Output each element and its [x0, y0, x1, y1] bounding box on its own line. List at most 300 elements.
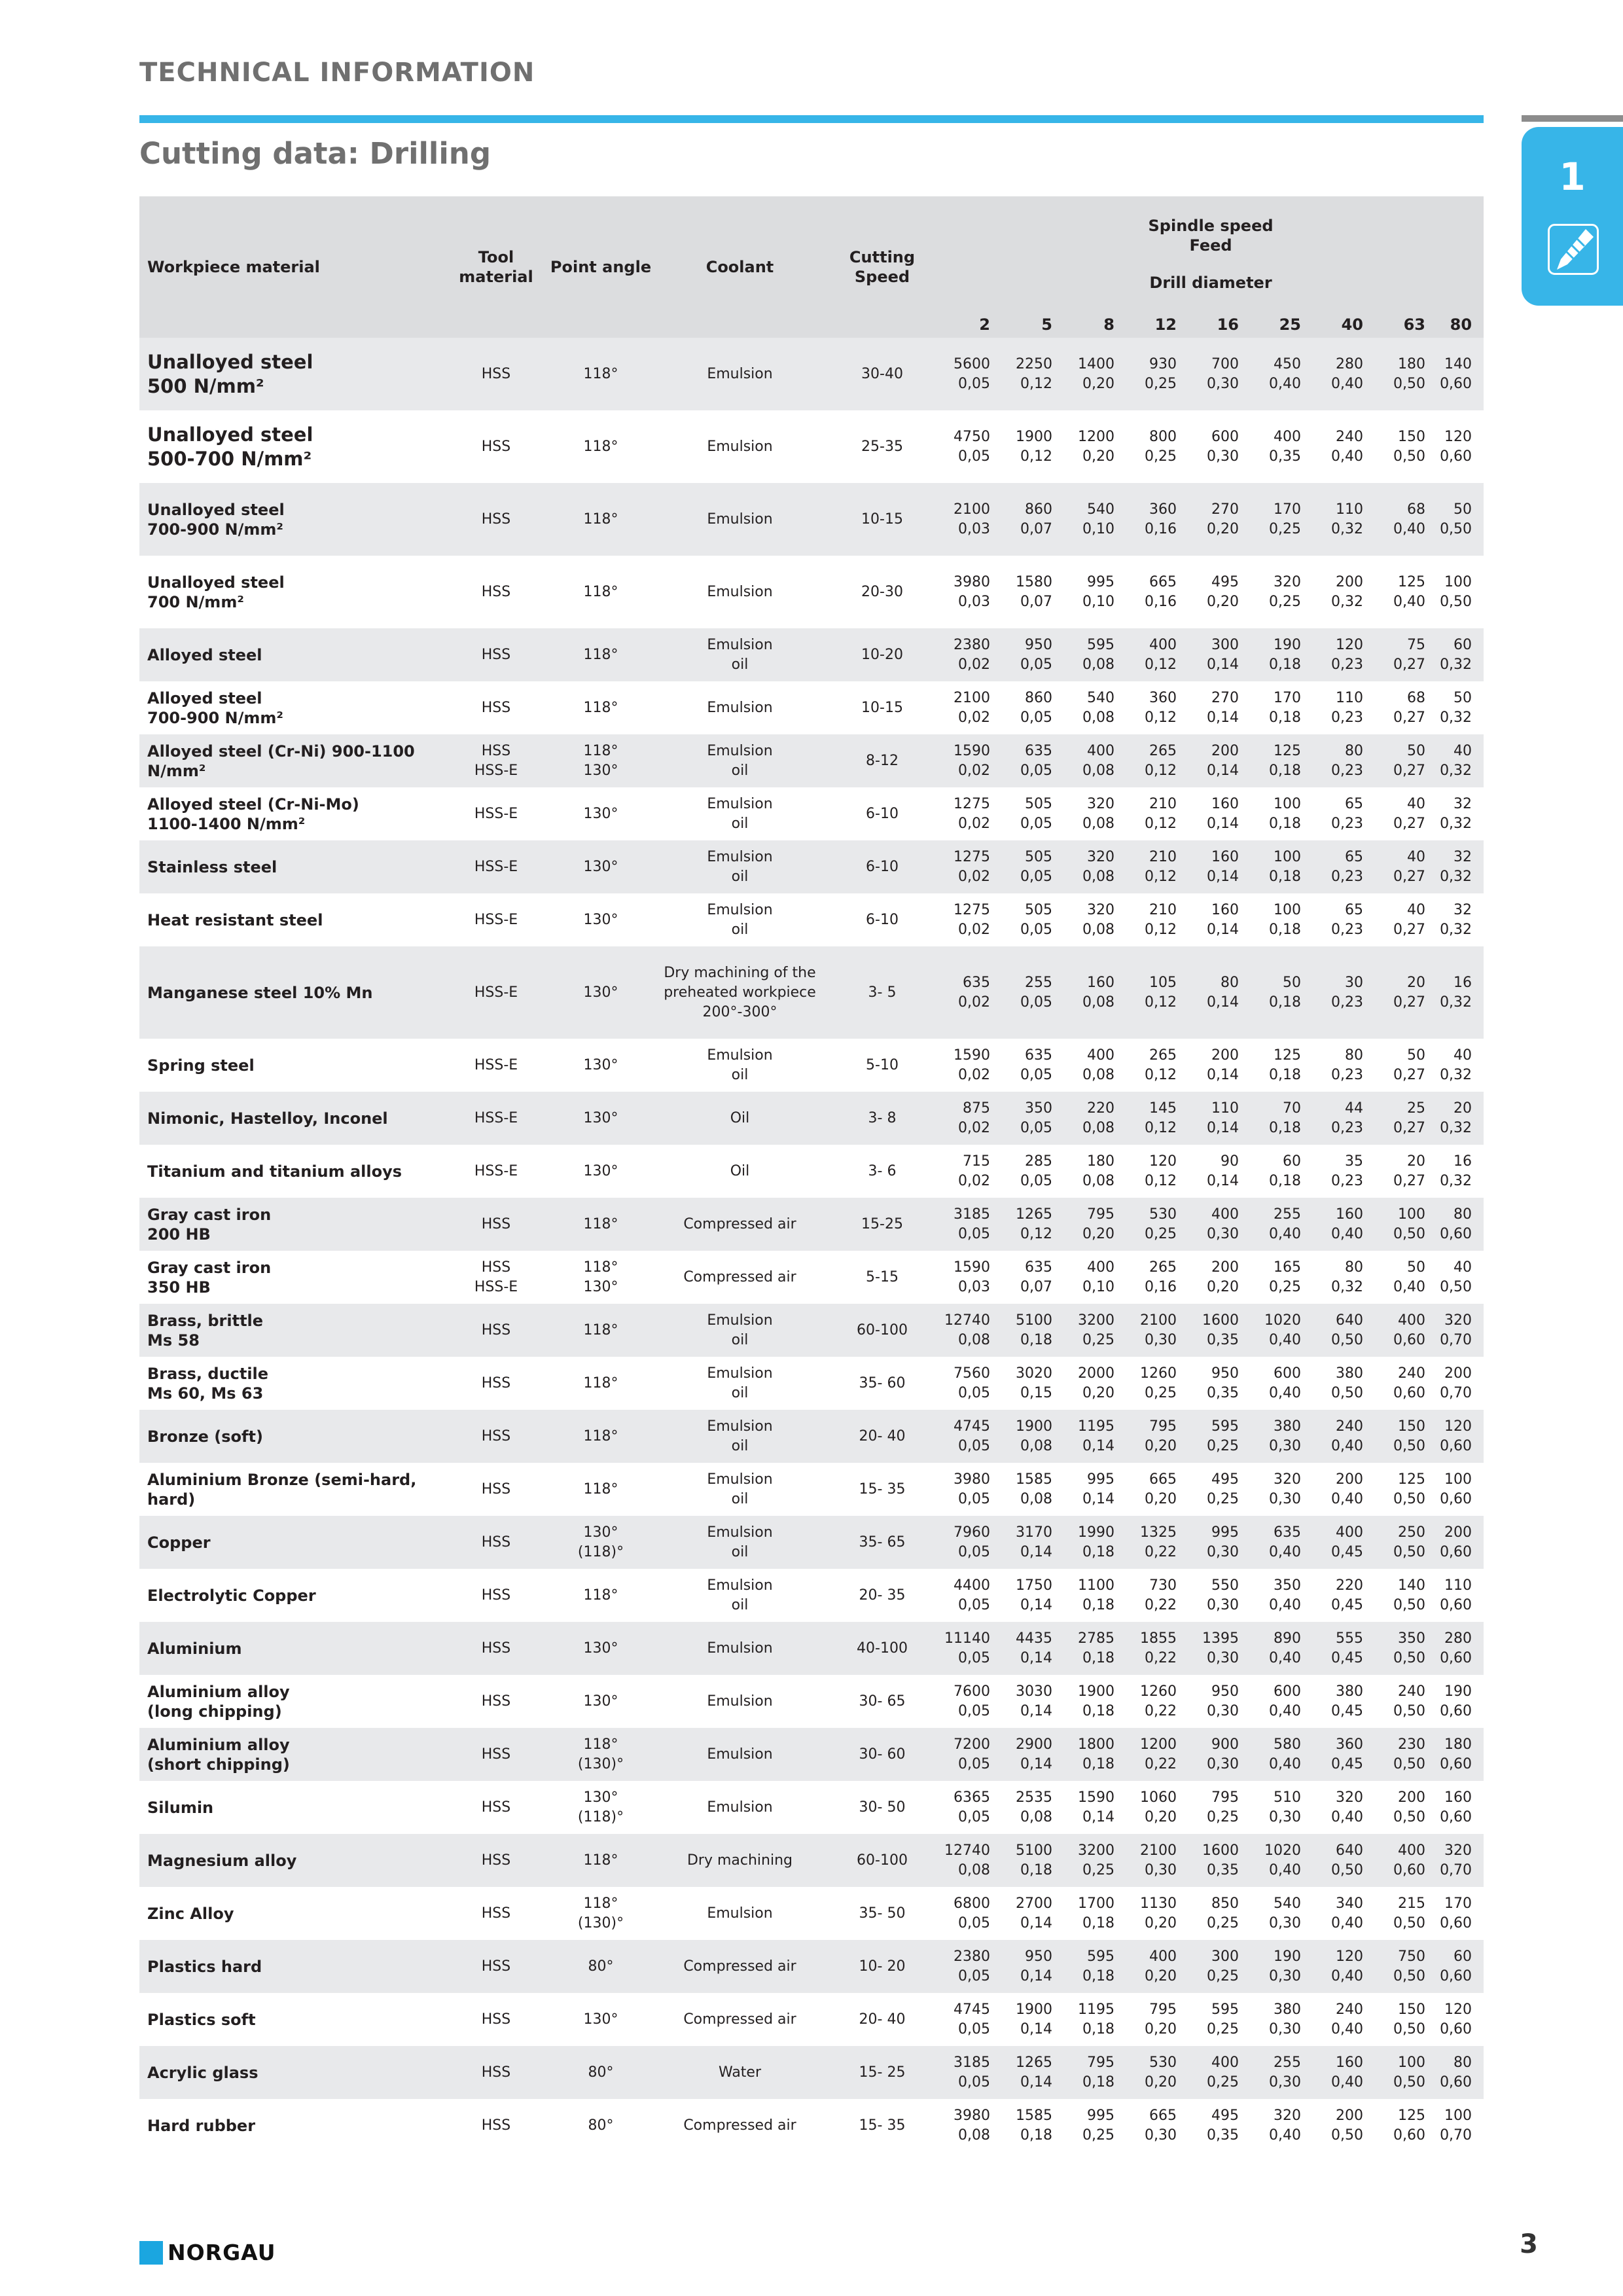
spindle-feed-cell	[1188, 1039, 1251, 1092]
spindle-speed-value: 530	[1149, 2054, 1177, 2071]
feed-value: 0,45	[1331, 1755, 1363, 1772]
table-row	[139, 1463, 1484, 1516]
point-angle-line: 130°	[583, 1640, 618, 1657]
feed-value: 0,30	[1269, 2020, 1301, 2037]
spindle-feed-cell	[938, 338, 1002, 410]
coolant-cell	[653, 893, 827, 946]
spindle-speed-value: 4745	[954, 2001, 990, 2018]
coolant-line: Emulsion	[707, 1640, 773, 1657]
spindle-feed-cell	[1313, 1516, 1375, 1569]
workpiece-material-cell	[139, 1569, 444, 1622]
feed-value: 0,12	[1145, 762, 1177, 779]
spindle-feed-cell	[1064, 893, 1126, 946]
tool-material-line: HSS-E	[474, 762, 518, 779]
spindle-speed-value: 140	[1444, 355, 1472, 372]
spindle-feed-cell	[1188, 1940, 1251, 1993]
coolant-line: oil	[731, 762, 749, 779]
spindle-speed-value: 380	[1336, 1365, 1363, 1382]
feed-value: 0,50	[1393, 1967, 1425, 1984]
feed-value: 0,18	[1082, 1914, 1115, 1931]
workpiece-material-cell	[139, 787, 444, 840]
workpiece-material-cell	[139, 1834, 444, 1887]
point-angle-line: 118°	[583, 438, 618, 455]
tool-material-line: HSS	[481, 1321, 511, 1338]
material-name-line: (short chipping)	[147, 1755, 290, 1774]
feed-value: 0,20	[1082, 448, 1115, 465]
feed-value: 0,40	[1269, 375, 1301, 392]
coolant-line: 200°-300°	[702, 1003, 777, 1020]
spindle-feed-cell	[1188, 628, 1251, 681]
material-name-line: Magnesium alloy	[147, 1851, 297, 1870]
spindle-speed-value: 125	[1274, 742, 1301, 759]
feed-value: 0,25	[1207, 1437, 1239, 1454]
point-angle-line: 130°	[583, 1109, 618, 1126]
feed-value: 0,60	[1440, 1755, 1472, 1772]
workpiece-material-cell	[139, 1410, 444, 1463]
feed-value: 0,14	[1020, 2073, 1052, 2090]
chapter-tab-rule	[1522, 115, 1623, 122]
feed-value: 0,05	[958, 1225, 990, 1242]
spindle-speed-value: 80	[1221, 974, 1239, 991]
point-angle-line: 118°	[583, 1374, 618, 1391]
coolant-line: oil	[731, 1596, 749, 1613]
header-drill-diameter: Drill diameter	[1149, 274, 1272, 292]
tool-material-cell	[444, 1357, 548, 1410]
spindle-feed-cell	[1126, 338, 1188, 410]
header-spindle-feed	[938, 196, 1484, 312]
spindle-speed-value: 150	[1398, 2001, 1425, 2018]
spindle-speed-value: 4435	[1016, 1630, 1052, 1647]
feed-value: 0,02	[958, 709, 990, 726]
feed-value: 0,30	[1207, 1543, 1239, 1560]
coolant-line: Emulsion	[707, 1693, 773, 1710]
spindle-feed-cell	[1188, 1357, 1251, 1410]
spindle-feed-cell	[1002, 1304, 1064, 1357]
tool-material-line: HSS-E	[474, 911, 518, 928]
material-name-line: Gray cast iron	[147, 1258, 272, 1277]
coolant-cell	[653, 1304, 827, 1357]
spindle-speed-value: 1260	[1140, 1365, 1177, 1382]
spindle-feed-cell	[1375, 1728, 1437, 1781]
spindle-speed-value: 400	[1211, 2054, 1239, 2071]
spindle-feed-cell	[1126, 1463, 1188, 1516]
table-row	[139, 893, 1484, 946]
tool-material-line: HSS	[481, 1534, 511, 1551]
spindle-feed-cell	[1375, 681, 1437, 734]
spindle-feed-cell	[1375, 893, 1437, 946]
table-row	[139, 1039, 1484, 1092]
spindle-feed-cell	[1375, 2099, 1437, 2152]
spindle-feed-cell	[1251, 1516, 1313, 1569]
feed-value: 0,08	[1082, 709, 1115, 726]
spindle-feed-cell	[1251, 1039, 1313, 1092]
spindle-feed-cell	[1002, 1940, 1064, 1993]
spindle-speed-value: 950	[1211, 1683, 1239, 1700]
spindle-speed-value: 850	[1211, 1895, 1239, 1912]
spindle-speed-value: 215	[1398, 1895, 1425, 1912]
spindle-feed-cell	[1251, 1304, 1313, 1357]
spindle-feed-cell	[938, 1039, 1002, 1092]
coolant-cell	[653, 1145, 827, 1198]
coolant-cell	[653, 734, 827, 787]
feed-value: 0,08	[1082, 1119, 1115, 1136]
spindle-feed-cell	[1313, 946, 1375, 1039]
spindle-feed-cell	[1188, 1516, 1251, 1569]
spindle-feed-cell	[1251, 734, 1313, 787]
spindle-speed-value: 160	[1211, 848, 1239, 865]
coolant-line: Emulsion	[707, 1365, 773, 1382]
spindle-feed-cell	[1064, 1251, 1126, 1304]
spindle-speed-value: 4400	[954, 1577, 990, 1594]
spindle-feed-cell	[1064, 1569, 1126, 1622]
feed-value: 0,40	[1269, 1225, 1301, 1242]
feed-value: 0,45	[1331, 1543, 1363, 1560]
feed-value: 0,20	[1145, 1967, 1177, 1984]
spindle-speed-value: 495	[1211, 573, 1239, 590]
feed-value: 0,18	[1269, 868, 1301, 885]
point-angle-line: (130)°	[577, 1914, 624, 1931]
spindle-speed-value: 600	[1274, 1365, 1301, 1382]
spindle-feed-cell	[1064, 1145, 1126, 1198]
coolant-line: Water	[718, 2064, 762, 2081]
cutting-speed-cell: 35- 50	[859, 1905, 906, 1922]
spindle-feed-cell	[1188, 1781, 1251, 1834]
coolant-line: oil	[731, 656, 749, 673]
feed-value: 0,12	[1020, 1225, 1052, 1242]
spindle-feed-cell	[1375, 338, 1437, 410]
material-name-line: Heat resistant steel	[147, 910, 323, 929]
spindle-feed-cell	[1437, 1516, 1484, 1569]
point-angle-cell	[548, 338, 653, 410]
spindle-feed-cell	[1251, 1463, 1313, 1516]
coolant-line: Emulsion	[707, 583, 773, 600]
material-name-line: Plastics hard	[147, 1957, 262, 1976]
spindle-speed-value: 255	[1274, 1206, 1301, 1223]
spindle-feed-cell	[1188, 1304, 1251, 1357]
spindle-feed-cell	[1126, 787, 1188, 840]
spindle-speed-value: 320	[1274, 1471, 1301, 1488]
cutting-speed-cell: 15- 25	[827, 2046, 938, 2099]
spindle-feed-cell	[1437, 1304, 1484, 1357]
feed-value: 0,05	[958, 1808, 990, 1825]
material-name-line: Unalloyed steel	[147, 573, 285, 592]
cutting-speed-cell: 6-10	[866, 805, 899, 822]
spindle-speed-value: 540	[1087, 689, 1115, 706]
spindle-feed-cell	[1313, 1993, 1375, 2046]
spindle-speed-value: 530	[1149, 1206, 1177, 1223]
feed-value: 0,25	[1269, 593, 1301, 610]
feed-value: 0,60	[1393, 1861, 1425, 1878]
spindle-speed-value: 50	[1283, 974, 1301, 991]
spindle-speed-value: 595	[1211, 1418, 1239, 1435]
cutting-speed-cell: 20-30	[861, 583, 903, 600]
tool-material-cell	[444, 1039, 548, 1092]
spindle-speed-value: 860	[1025, 501, 1052, 518]
coolant-line: Oil	[730, 1109, 750, 1126]
spindle-feed-cell	[1126, 1622, 1188, 1675]
spindle-speed-value: 240	[1398, 1365, 1425, 1382]
feed-value: 0,20	[1145, 1808, 1177, 1825]
spindle-feed-cell	[1126, 1675, 1188, 1728]
spindle-feed-cell	[1126, 1251, 1188, 1304]
feed-value: 0,50	[1393, 2073, 1425, 2090]
feed-value: 0,14	[1207, 1172, 1239, 1189]
page-number: 3	[1520, 2229, 1538, 2259]
spindle-speed-value: 1855	[1140, 1630, 1177, 1647]
feed-value: 0,08	[1082, 1066, 1115, 1083]
coolant-line: Emulsion	[707, 365, 773, 382]
spindle-feed-cell	[1437, 1198, 1484, 1251]
spindle-speed-value: 100	[1274, 901, 1301, 918]
spindle-feed-cell	[1126, 1781, 1188, 1834]
cutting-speed-cell: 25-35	[861, 438, 903, 455]
material-name-line: Unalloyed steel	[147, 423, 313, 446]
spindle-feed-cell	[1002, 1887, 1064, 1940]
spindle-feed-cell	[1002, 1516, 1064, 1569]
spindle-speed-value: 120	[1336, 1948, 1363, 1965]
feed-value: 0,20	[1082, 1225, 1115, 1242]
material-name-line: 700-900 N/mm²	[147, 708, 283, 727]
tool-material-cell	[444, 1993, 548, 2046]
spindle-speed-value: 950	[1025, 636, 1052, 653]
feed-value: 0,40	[1269, 1331, 1301, 1348]
diameter-header: 16	[1188, 312, 1251, 338]
spindle-speed-value: 400	[1087, 742, 1115, 759]
feed-value: 0,40	[1269, 2126, 1301, 2144]
spindle-feed-cell	[1375, 1993, 1437, 2046]
spindle-speed-value: 795	[1087, 1206, 1115, 1223]
feed-value: 0,25	[1207, 2020, 1239, 2037]
spindle-feed-cell	[938, 840, 1002, 893]
feed-value: 0,50	[1393, 1543, 1425, 1560]
spindle-speed-value: 1600	[1202, 1312, 1239, 1329]
chapter-tab	[1522, 127, 1623, 306]
spindle-feed-cell	[1375, 2046, 1437, 2099]
spindle-feed-cell	[1375, 1516, 1437, 1569]
feed-value: 0,03	[958, 593, 990, 610]
header-accent-rule	[139, 115, 1484, 123]
feed-value: 0,32	[1440, 921, 1472, 938]
point-angle-line: 80°	[588, 2117, 614, 2134]
spindle-feed-cell	[1313, 1410, 1375, 1463]
material-name-line: 350 HB	[147, 1278, 211, 1297]
material-name-line: 700 N/mm²	[147, 592, 244, 611]
spindle-speed-value: 360	[1149, 689, 1177, 706]
spindle-speed-value: 2100	[954, 689, 990, 706]
feed-value: 0,14	[1082, 1490, 1115, 1507]
workpiece-material-cell	[139, 556, 444, 628]
tool-material-line: HSS-E	[474, 1162, 518, 1179]
spindle-feed-cell	[1188, 734, 1251, 787]
feed-value: 0,12	[1145, 921, 1177, 938]
point-angle-line: 118°	[583, 1215, 618, 1232]
spindle-feed-cell	[1375, 1940, 1437, 1993]
spindle-feed-cell	[1251, 628, 1313, 681]
point-angle-line: 130°	[583, 858, 618, 875]
coolant-cell	[653, 1039, 827, 1092]
spindle-feed-cell	[1251, 1410, 1313, 1463]
spindle-speed-value: 80	[1454, 1206, 1472, 1223]
spindle-feed-cell	[1002, 1993, 1064, 2046]
point-angle-cell	[548, 1834, 653, 1887]
feed-value: 0,14	[1020, 1702, 1052, 1719]
tool-material-cell	[444, 1410, 548, 1463]
spindle-feed-cell	[1126, 628, 1188, 681]
spindle-feed-cell	[1188, 1251, 1251, 1304]
spindle-feed-cell	[1437, 681, 1484, 734]
feed-value: 0,45	[1331, 1649, 1363, 1666]
spindle-speed-value: 1195	[1078, 2001, 1115, 2018]
spindle-speed-value: 5100	[1016, 1312, 1052, 1329]
spindle-speed-value: 860	[1025, 689, 1052, 706]
spindle-speed-value: 795	[1149, 2001, 1177, 2018]
workpiece-material-cell	[139, 628, 444, 681]
coolant-cell	[653, 556, 827, 628]
feed-value: 0,40	[1331, 375, 1363, 392]
spindle-feed-cell	[1064, 2046, 1126, 2099]
header-coolant: Coolant	[653, 196, 827, 338]
tool-material-cell	[444, 1622, 548, 1675]
spindle-speed-value: 1195	[1078, 1418, 1115, 1435]
coolant-line: Compressed air	[683, 2117, 796, 2134]
spindle-speed-value: 1580	[1016, 573, 1052, 590]
tool-material-line: HSS	[481, 2011, 511, 2028]
cutting-speed-cell: 3- 5	[827, 946, 938, 1039]
table-row	[139, 840, 1484, 893]
spindle-feed-cell	[938, 681, 1002, 734]
coolant-line: Compressed air	[683, 1215, 796, 1232]
spindle-feed-cell	[1251, 840, 1313, 893]
point-angle-line: 118°	[583, 1895, 618, 1912]
point-angle-cell	[548, 893, 653, 946]
spindle-speed-value: 16	[1454, 974, 1472, 991]
point-angle-line: 130°	[583, 805, 618, 822]
feed-value: 0,20	[1145, 2073, 1177, 2090]
coolant-line: Emulsion	[707, 848, 773, 865]
spindle-feed-cell	[1437, 787, 1484, 840]
feed-value: 0,08	[1082, 1172, 1115, 1189]
spindle-speed-value: 180	[1444, 1736, 1472, 1753]
tool-material-line: HSS	[481, 511, 511, 528]
spindle-speed-value: 795	[1211, 1789, 1239, 1806]
point-angle-line: 118°	[583, 1321, 618, 1338]
feed-value: 0,18	[1082, 1649, 1115, 1666]
workpiece-material-cell	[139, 1357, 444, 1410]
point-angle-cell	[548, 1145, 653, 1198]
cutting-speed-cell: 10- 20	[827, 1940, 938, 1993]
coolant-line: Emulsion	[707, 901, 773, 918]
spindle-speed-value: 2900	[1016, 1736, 1052, 1753]
spindle-feed-cell	[1126, 1940, 1188, 1993]
point-angle-cell	[548, 1304, 653, 1357]
spindle-feed-cell	[1375, 1304, 1437, 1357]
feed-value: 0,70	[1440, 1331, 1472, 1348]
feed-value: 0,60	[1440, 1490, 1472, 1507]
spindle-feed-cell	[1437, 734, 1484, 787]
spindle-feed-cell	[1313, 1463, 1375, 1516]
spindle-speed-value: 230	[1398, 1736, 1425, 1753]
feed-value: 0,20	[1145, 2020, 1177, 2037]
feed-value: 0,60	[1440, 1808, 1472, 1825]
spindle-feed-cell	[1437, 1463, 1484, 1516]
header-cutting-speed: Cutting Speed	[827, 196, 938, 338]
workpiece-material-cell	[139, 1516, 444, 1569]
table-row	[139, 1198, 1484, 1251]
feed-value: 0,20	[1082, 1384, 1115, 1401]
spindle-speed-value: 400	[1087, 1259, 1115, 1276]
feed-value: 0,22	[1145, 1755, 1177, 1772]
feed-value: 0,60	[1440, 1437, 1472, 1454]
feed-value: 0,32	[1440, 762, 1472, 779]
point-angle-cell	[548, 1940, 653, 1993]
spindle-speed-value: 110	[1444, 1577, 1472, 1594]
spindle-speed-value: 540	[1087, 501, 1115, 518]
spindle-feed-cell	[938, 556, 1002, 628]
spindle-speed-value: 600	[1211, 428, 1239, 445]
point-angle-cell	[548, 556, 653, 628]
spindle-feed-cell	[938, 1622, 1002, 1675]
spindle-feed-cell	[1064, 1092, 1126, 1145]
spindle-feed-cell	[1437, 1092, 1484, 1145]
feed-value: 0,25	[1207, 1914, 1239, 1931]
spindle-feed-cell	[938, 1198, 1002, 1251]
coolant-cell	[653, 840, 827, 893]
header-point-angle: Point angle	[548, 196, 653, 338]
spindle-speed-value: 550	[1211, 1577, 1239, 1594]
spindle-speed-value: 100	[1444, 2107, 1472, 2124]
spindle-speed-value: 160	[1336, 2054, 1363, 2071]
spindle-feed-cell	[1251, 1993, 1313, 2046]
feed-value: 0,02	[958, 994, 990, 1011]
tool-material-cell	[444, 1092, 548, 1145]
feed-value: 0,18	[1269, 1119, 1301, 1136]
feed-value: 0,40	[1331, 1225, 1363, 1242]
cutting-speed-cell: 15- 35	[859, 2117, 906, 2134]
feed-value: 0,50	[1393, 1649, 1425, 1666]
coolant-cell	[653, 1728, 827, 1781]
feed-value: 0,12	[1145, 1172, 1177, 1189]
spindle-speed-value: 65	[1345, 901, 1363, 918]
coolant-line: oil	[731, 1490, 749, 1507]
spindle-feed-cell	[1002, 734, 1064, 787]
table-row	[139, 1357, 1484, 1410]
workpiece-material-cell	[139, 946, 444, 1039]
spindle-speed-value: 995	[1087, 573, 1115, 590]
workpiece-material-cell	[139, 1198, 444, 1251]
spindle-feed-cell	[938, 1357, 1002, 1410]
feed-value: 0,25	[1145, 375, 1177, 392]
tool-material-line: HSS	[481, 1852, 511, 1869]
spindle-feed-cell	[1313, 1304, 1375, 1357]
spindle-speed-value: 665	[1149, 1471, 1177, 1488]
spindle-feed-cell	[1002, 1357, 1064, 1410]
feed-value: 0,05	[958, 1702, 990, 1719]
point-angle-line: 118°	[583, 742, 618, 759]
feed-value: 0,40	[1393, 520, 1425, 537]
spindle-feed-cell	[1064, 1940, 1126, 1993]
coolant-line: Dry machining	[687, 1852, 793, 1869]
spindle-feed-cell	[1002, 338, 1064, 410]
coolant-line: Emulsion	[707, 795, 773, 812]
workpiece-material-cell	[139, 1728, 444, 1781]
spindle-speed-value: 360	[1149, 501, 1177, 518]
feed-value: 0,08	[1082, 762, 1115, 779]
point-angle-cell	[548, 681, 653, 734]
spindle-feed-cell	[1437, 1039, 1484, 1092]
feed-value: 0,40	[1331, 1437, 1363, 1454]
feed-value: 0,16	[1145, 593, 1177, 610]
feed-value: 0,05	[1020, 762, 1052, 779]
